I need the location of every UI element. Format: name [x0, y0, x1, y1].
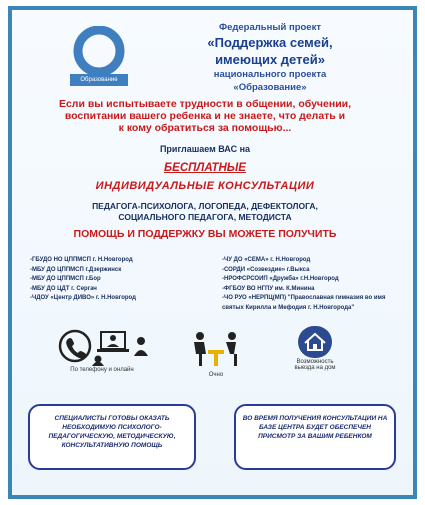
project-header — [170, 22, 370, 93]
home-visit-caption: Возможность выезда на дом — [294, 359, 336, 371]
lead-line: воспитании вашего ребенка и не знаете, что делать и — [64, 110, 346, 122]
project-title-line2: имеющих детей» — [215, 52, 325, 67]
org-item: -МБУ ДО ЦППМСП г.Дзержинск — [30, 266, 122, 273]
org-item: -НРОФСРСОИП «Дружба» г.Н.Новгород — [222, 276, 339, 282]
org-item: -ЧДОУ «Центр ДИВО» г. Н.Новгород — [30, 295, 136, 301]
consultations-heading: ИНДИВИДУАЛЬНЫЕ КОНСУЛЬТАЦИИ — [95, 180, 315, 192]
remote-caption: По телефону и онлайн — [70, 367, 134, 373]
org-item: -СОРДИ «Созвездие» г.Выкса — [222, 266, 310, 273]
phone-online-icon — [55, 326, 155, 366]
in-person-icon — [186, 330, 246, 370]
specialists-line: СОЦИАЛЬНОГО ПЕДАГОГА, МЕТОДИСТА — [118, 212, 292, 222]
help-heading: ПОМОЩЬ И ПОДДЕРЖКУ ВЫ МОЖЕТЕ ПОЛУЧИТЬ — [73, 228, 337, 240]
organizations-right — [222, 256, 397, 313]
lead-question — [26, 98, 384, 134]
project-type: Федеральный проект — [218, 22, 322, 33]
specialists-list — [60, 201, 350, 223]
lead-line: к кому обратиться за помощью... — [118, 122, 292, 134]
home-visit-icon — [298, 326, 332, 358]
org-item: -ФГБОУ ВО НГПУ им. К.Минина — [222, 285, 315, 292]
logo-label: Образование — [70, 74, 128, 86]
org-item: -ЧО РУО «НЕРПЦ(МП) "Православная гимназия во имя святых Кирилла и Мефодия г. Н.Новгорода" — [222, 295, 386, 311]
org-item: -ЧУ ДО «СЕМА» г. Н.Новгород — [222, 257, 311, 263]
national-project-line2: «Образование» — [233, 82, 307, 93]
organizations-left — [30, 256, 200, 304]
specialists-line: ПЕДАГОГА-ПСИХОЛОГА, ЛОГОПЕДА, ДЕФЕКТОЛОГА, — [92, 201, 318, 211]
org-item: -МБУ ДО ЦДТ г. Сергач — [30, 285, 97, 292]
lead-line: Если вы испытываете трудности в общении, обучении, — [58, 98, 352, 110]
invite-text: Приглашаем ВАС на — [159, 144, 251, 154]
in-person-caption: Очно — [208, 372, 224, 378]
org-item: -ГБУДО НО ЦППМСП г. Н.Новгород — [30, 257, 133, 263]
national-project-line1: национального проекта — [213, 69, 327, 80]
project-title-line1: «Поддержка семей, — [207, 35, 333, 50]
free-heading: БЕСПЛАТНЫЕ — [164, 162, 246, 174]
childcare-info-box: ВО ВРЕМЯ ПОЛУЧЕНИЯ КОНСУЛЬТАЦИИ НА БАЗЕ ЦЕНТРА БУДЕТ ОБЕСПЕЧЕН ПРИСМОТР ЗА ВАШИМ РЕБЕНКОМ — [234, 404, 396, 470]
org-item: -МБУ ДО ЦППМСП г.Бор — [30, 276, 101, 282]
help-info-box: СПЕЦИАЛИСТЫ ГОТОВЫ ОКАЗАТЬ НЕОБХОДИМУЮ ПСИХОЛОГО-ПЕДАГОГИЧЕСКУЮ, МЕТОДИЧЕСКУЮ, КОНСУЛЬТАТИВНУЮ ПОМОЩЬ — [28, 404, 196, 470]
